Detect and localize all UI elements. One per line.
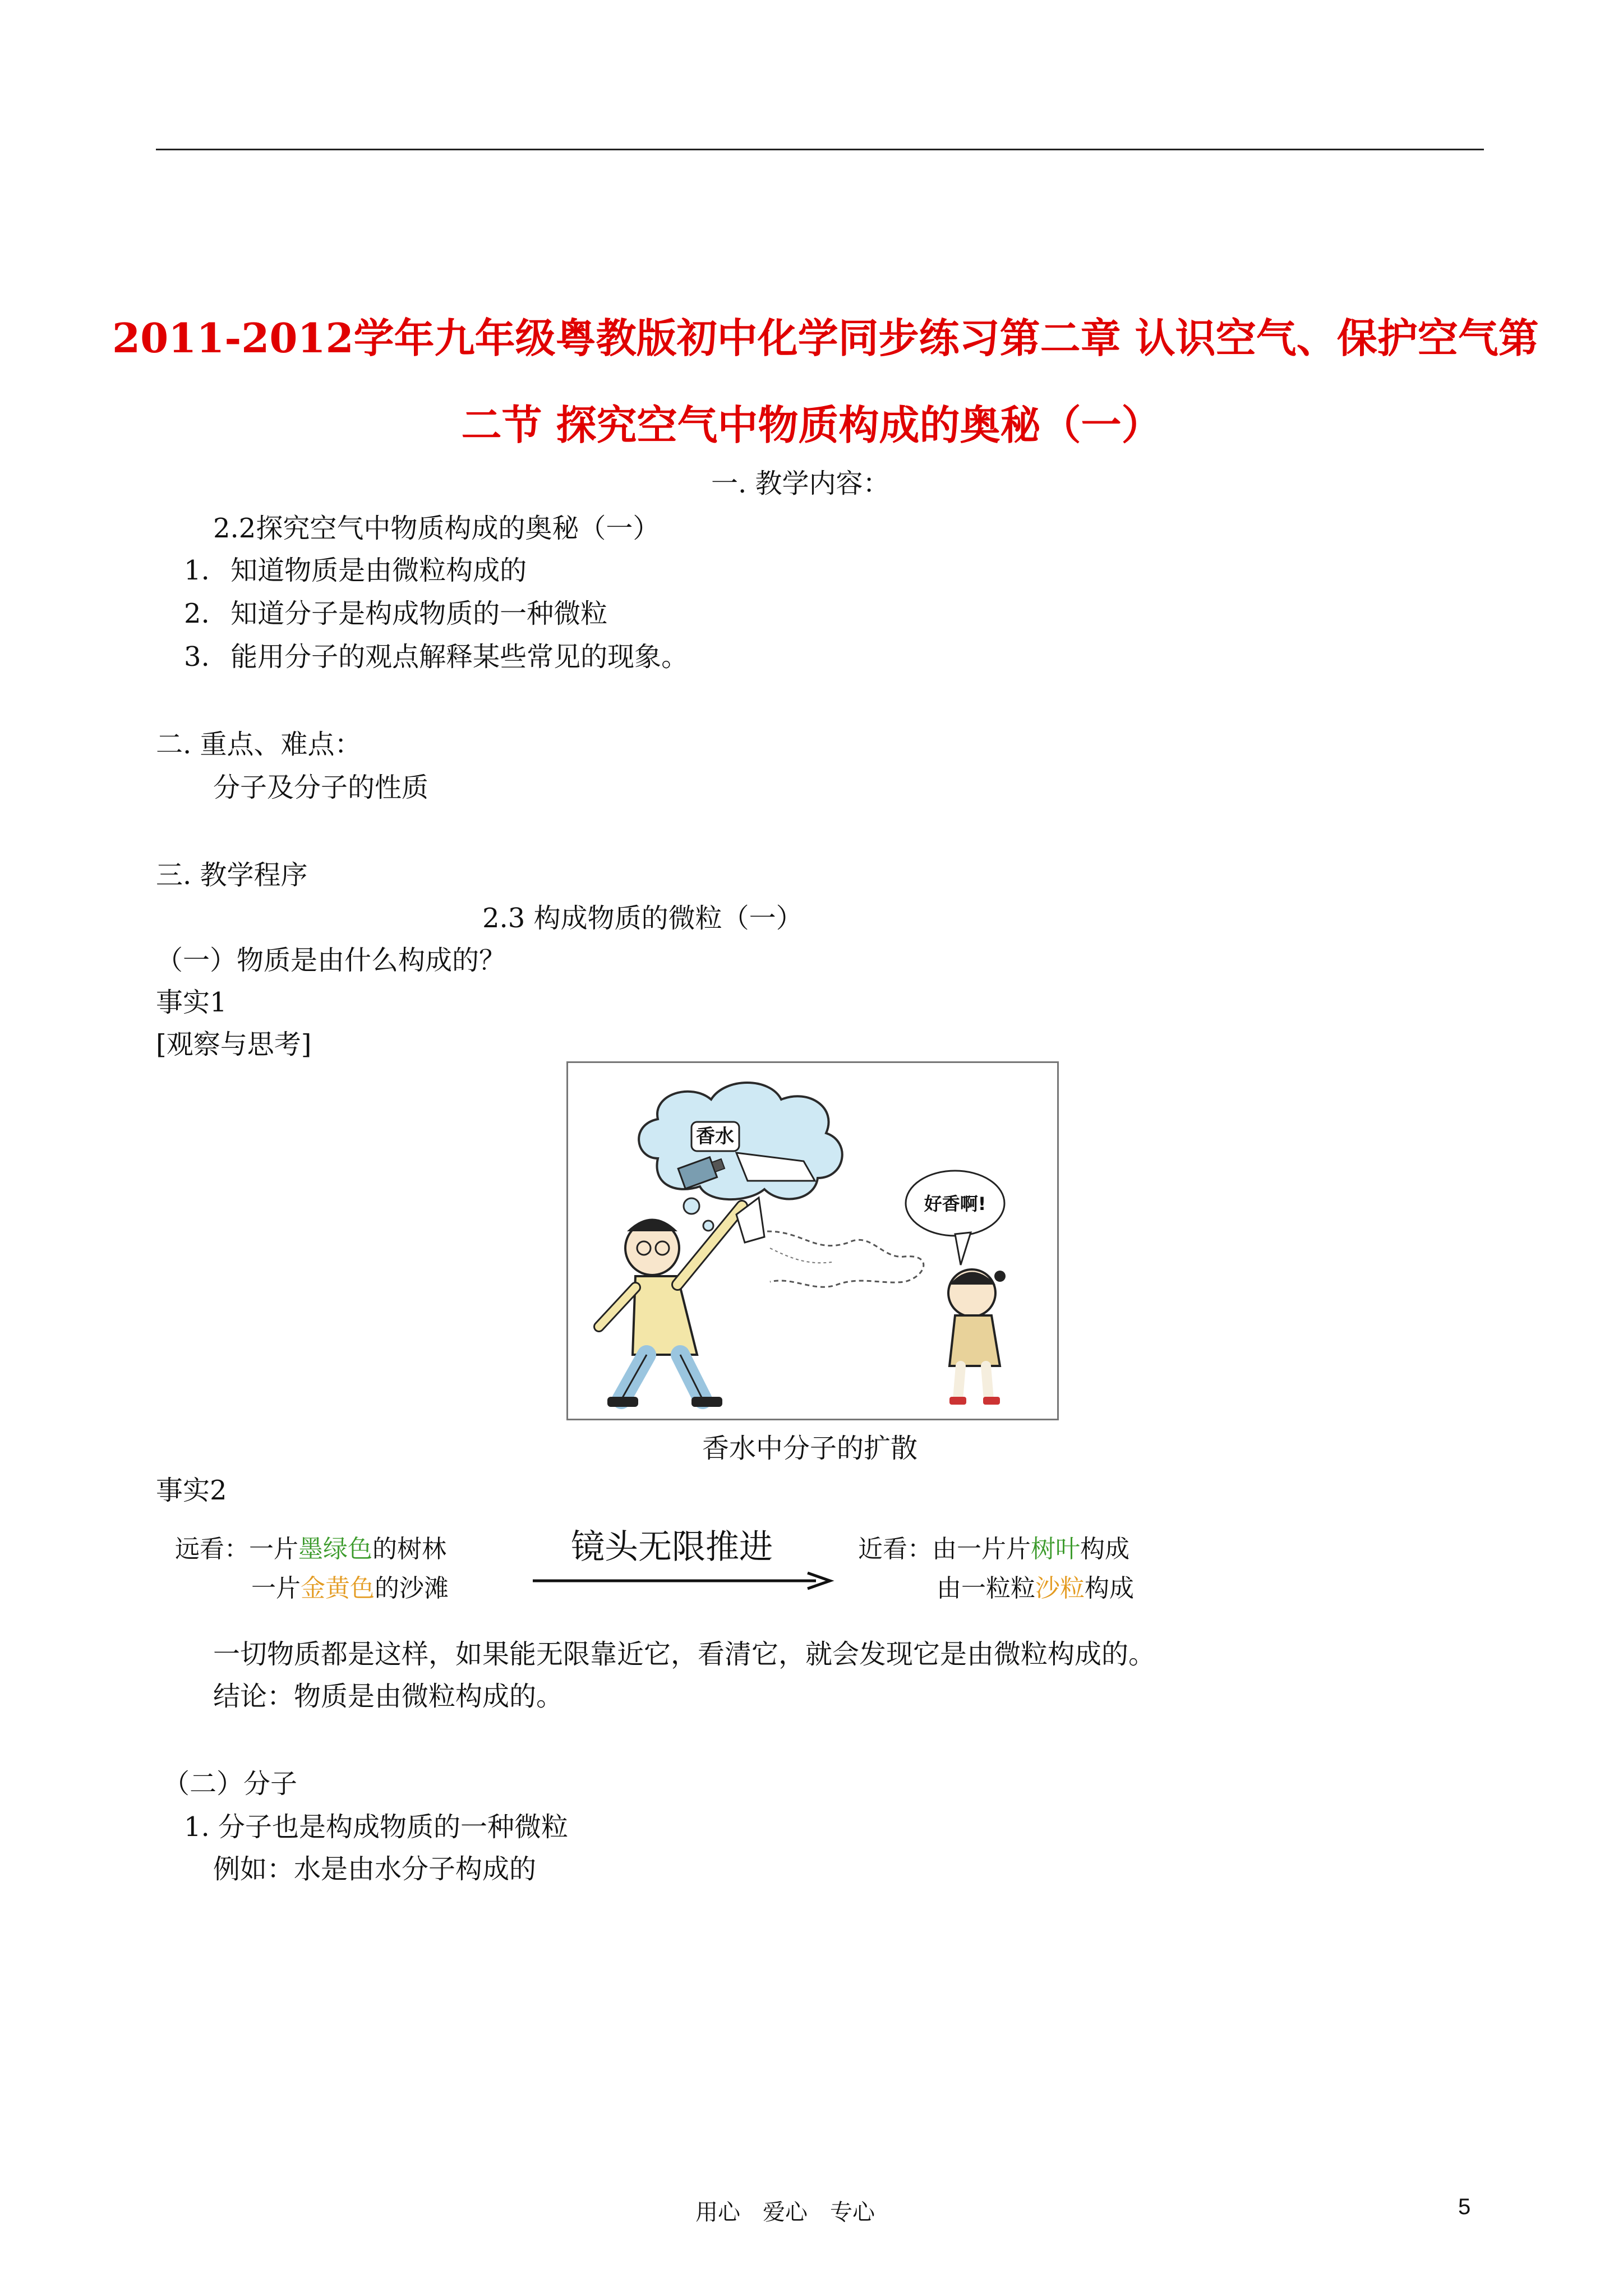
speech-text: 好香啊! bbox=[924, 1193, 986, 1214]
far-line1-post: 的树林 bbox=[372, 1535, 446, 1563]
girl-figure bbox=[948, 1269, 1006, 1405]
far-line1-highlight: 墨绿色 bbox=[298, 1535, 372, 1563]
far-view-label: 远看： bbox=[175, 1535, 249, 1563]
scent-trail bbox=[767, 1231, 924, 1287]
list-item-num: 3. bbox=[184, 641, 210, 673]
section1-heading: 一. 教学内容： bbox=[711, 468, 890, 499]
footer-motto: 用心 爱心 专心 bbox=[695, 2200, 875, 2225]
part2-item: 1. 分子也是构成物质的一种微粒 bbox=[184, 1811, 569, 1843]
header-rule bbox=[156, 149, 1484, 150]
observe-label: [观察与思考] bbox=[156, 1029, 312, 1060]
list-item bbox=[184, 596, 607, 632]
thought-cloud bbox=[639, 1083, 842, 1199]
far-view-line2 bbox=[251, 1571, 449, 1607]
list-item bbox=[184, 639, 688, 675]
arrow-label: 镜头无限推进 bbox=[571, 1527, 773, 1567]
far-view-line1 bbox=[175, 1531, 446, 1567]
fact2-label: 事实2 bbox=[156, 1475, 227, 1506]
near-line1-pre: 由一片片 bbox=[932, 1535, 1031, 1563]
near-view-line2 bbox=[937, 1571, 1134, 1607]
list-item bbox=[184, 553, 527, 588]
list-item-text: 知道物质是由微粒构成的 bbox=[230, 555, 527, 586]
near-line1-post: 构成 bbox=[1080, 1535, 1129, 1563]
page-number: 5 bbox=[1458, 2194, 1471, 2219]
list-item-num: 2. bbox=[184, 598, 210, 629]
section1-subtitle: 2.2探究空气中物质构成的奥秘（一） bbox=[213, 513, 660, 544]
section2-heading: 二. 重点、难点： bbox=[156, 729, 362, 760]
example-text: 例如：水是由水分子构成的 bbox=[213, 1853, 537, 1885]
near-line2-post: 构成 bbox=[1085, 1574, 1134, 1603]
list-item-text: 能用分子的观点解释某些常见的现象。 bbox=[230, 641, 689, 673]
far-line2-post: 的沙滩 bbox=[375, 1574, 449, 1603]
figure-caption: 香水中分子的扩散 bbox=[702, 1433, 918, 1464]
near-line2-highlight: 沙粒 bbox=[1035, 1574, 1085, 1603]
document-title-line2: 二节 探究空气中物质构成的奥秘（一） bbox=[461, 401, 1162, 449]
list-item-text: 知道分子是构成物质的一种微粒 bbox=[230, 598, 608, 629]
far-line2-pre: 一片 bbox=[251, 1574, 301, 1603]
section2-content: 分子及分子的性质 bbox=[213, 772, 429, 803]
document-title-line1: 2011-2012学年九年级粤教版初中化学同步练习第二章 认识空气、保护空气第 bbox=[112, 314, 1539, 362]
near-line1-highlight: 树叶 bbox=[1031, 1535, 1080, 1563]
section3-heading: 三. 教学程序 bbox=[156, 859, 308, 891]
list-item-num: 1. bbox=[184, 555, 210, 586]
near-view-label: 近看： bbox=[858, 1535, 932, 1563]
perfume-illustration bbox=[566, 1061, 1059, 1420]
lesson-title: 2.3 构成物质的微粒（一） bbox=[482, 903, 803, 934]
far-line2-highlight: 金黄色 bbox=[301, 1574, 375, 1603]
near-line2-pre: 由一粒粒 bbox=[937, 1574, 1035, 1603]
conclusion: 结论：物质是由微粒构成的。 bbox=[213, 1681, 564, 1712]
part1-heading: （一）物质是由什么构成的？ bbox=[156, 945, 506, 976]
explanation-paragraph: 一切物质都是这样，如果能无限靠近它，看清它，就会发现它是由微粒构成的。 bbox=[213, 1639, 1156, 1670]
far-line1-pre: 一片 bbox=[249, 1535, 298, 1563]
fact1-label: 事实1 bbox=[156, 987, 227, 1018]
cloud-text: 香水 bbox=[696, 1125, 734, 1148]
right-arrow-icon bbox=[533, 1570, 836, 1592]
part2-heading: （二）分子 bbox=[163, 1768, 298, 1800]
near-view-line1 bbox=[858, 1531, 1129, 1567]
man-figure bbox=[599, 1198, 764, 1407]
